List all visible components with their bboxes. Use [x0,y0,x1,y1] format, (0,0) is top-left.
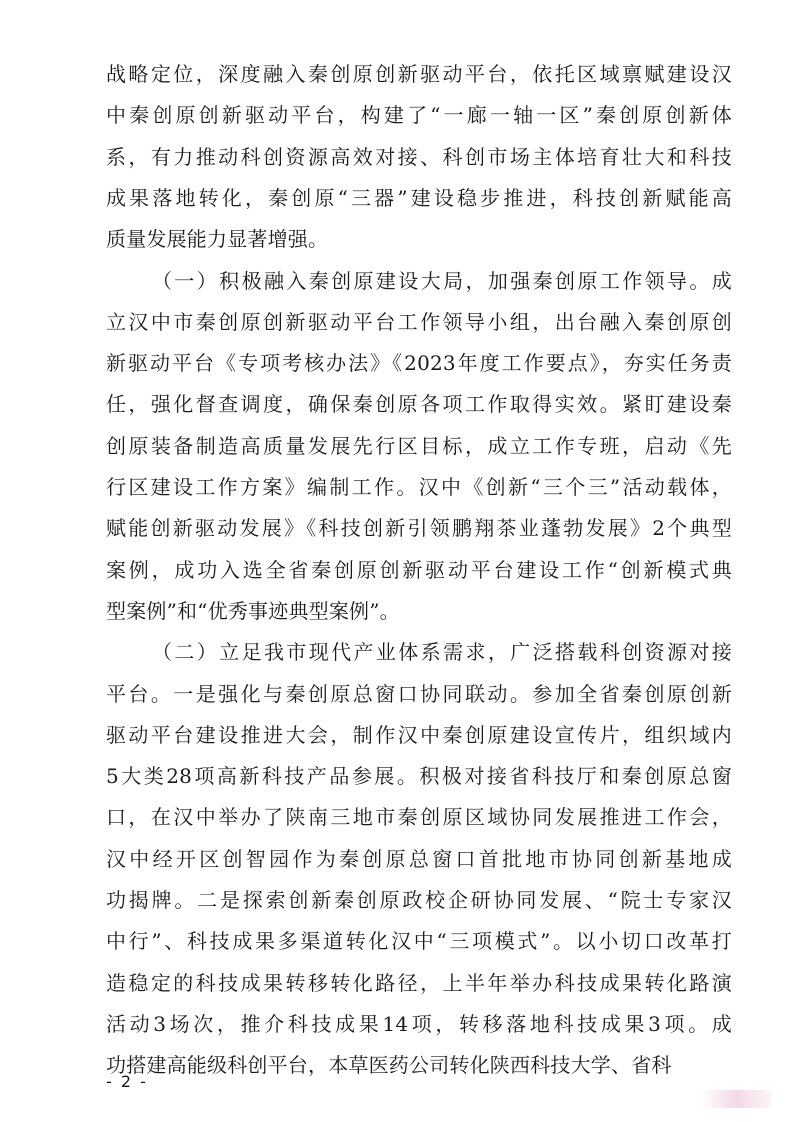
text-line: 造稳定的科技成果转移转化路径，上半年举办科技成果转化路演 [106,971,732,995]
text-line: 功搭建高能级科创平台，本草医药公司转化陕西科技大学、省科 [106,1053,672,1077]
text-line: 平台。一是强化与秦创原总窗口协同联动。参加全省秦创原创新 [106,682,732,706]
text-line: 行区建设工作方案》编制工作。汉中《创新“三个三”活动载体， [106,475,732,499]
text-line: 口，在汉中举办了陕南三地市秦创原区域协同发展推进工作会， [106,805,732,829]
text-line: 赋能创新驱动发展》《科技创新引领鹏翔茶业蓬勃发展》2个典型 [106,516,732,540]
page-number: - 2 - [106,1072,148,1091]
text-line: 汉中经开区创智园作为秦创原总窗口首批地市协同创新基地成 [106,847,732,871]
text-line: 战略定位，深度融入秦创原创新驱动平台，依托区域禀赋建设汉 [106,62,732,86]
text-line: 质量发展能力显著增强。 [106,227,329,251]
text-line: 中行”、科技成果多渠道转化汉中“三项模式”。以小切口改革打 [106,929,732,953]
scan-artifact [701,1090,771,1108]
text-line: 功揭牌。二是探索创新秦创原政校企研协同发展、“院士专家汉 [106,888,732,912]
text-line: 系，有力推动科创资源高效对接、科创市场主体培育壮大和科技 [106,145,732,169]
text-line: 活动3场次，推介科技成果14项，转移落地科技成果3项。成 [106,1012,732,1036]
text-line: 中秦创原创新驱动平台，构建了“一廊一轴一区”秦创原创新体 [106,103,732,127]
text-line: 驱动平台建设推进大会，制作汉中秦创原建设宣传片，组织域内 [106,723,732,747]
text-line: 任，强化督查调度，确保秦创原各项工作取得实效。紧盯建设秦 [106,392,732,416]
text-line: 立汉中市秦创原创新驱动平台工作领导小组，出台融入秦创原创 [106,310,732,334]
section-heading-line: （二）立足我市现代产业体系需求，广泛搭载科创资源对接 [152,640,732,664]
text-line: 案例，成功入选全省秦创原创新驱动平台建设工作“创新模式典 [106,558,732,582]
text-line: 成果落地转化，秦创原“三器”建设稳步推进，科技创新赋能高 [106,186,732,210]
text-line: 5大类28项高新科技产品参展。积极对接省科技厅和秦创原总窗 [106,764,732,788]
text-line: 创原装备制造高质量发展先行区目标，成立工作专班，启动《先 [106,434,732,458]
section-heading-line: （一）积极融入秦创原建设大局，加强秦创原工作领导。成 [152,269,732,293]
text-line: 新驱动平台《专项考核办法》《2023年度工作要点》，夯实任务责 [106,351,732,375]
text-line: 型案例”和“优秀事迹典型案例”。 [106,599,400,623]
